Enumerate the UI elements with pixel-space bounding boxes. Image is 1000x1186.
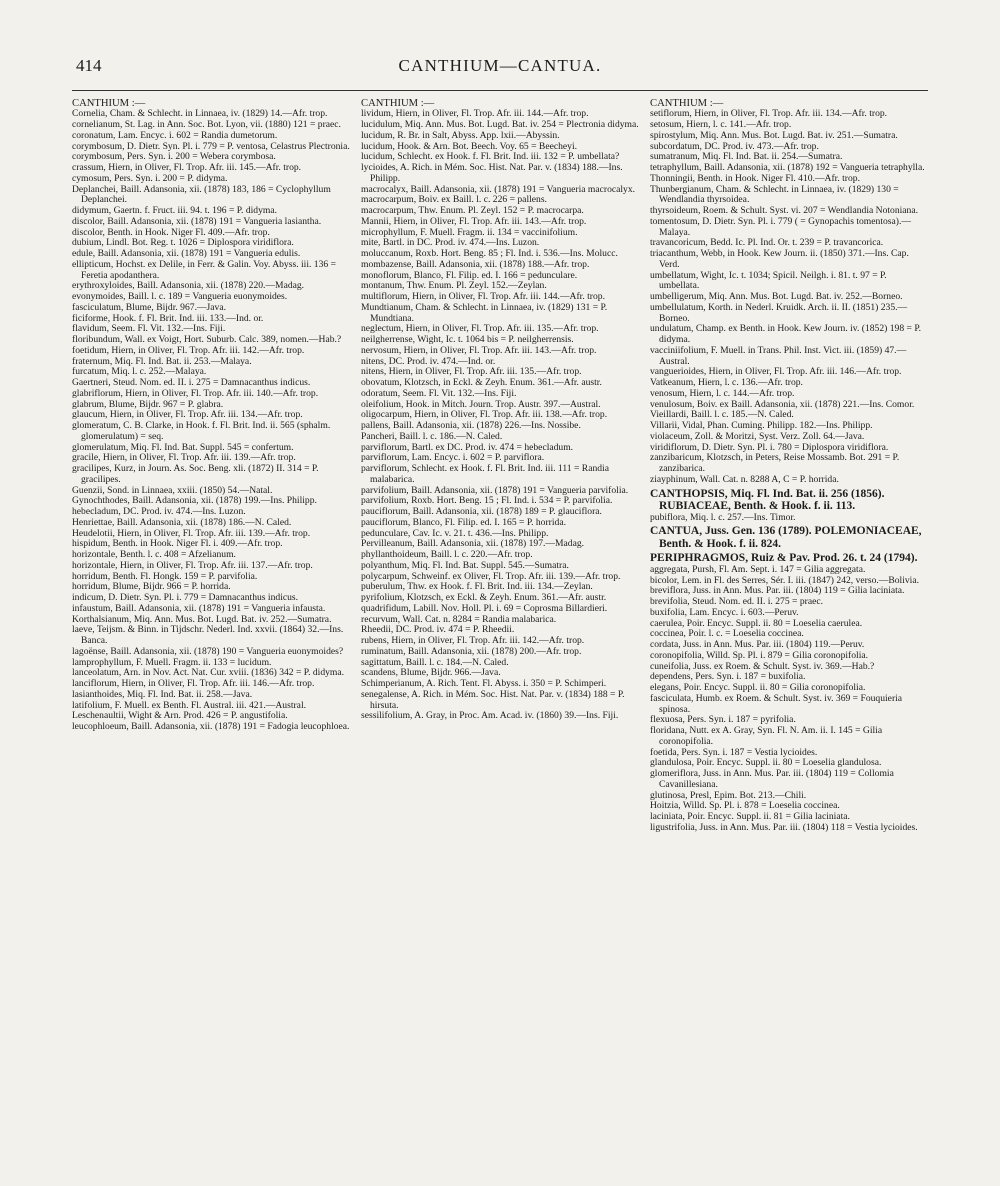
index-entry: ligustrifolia, Juss. in Ann. Mus. Par. iii. (1804) 118 = Vestia lycioides. xyxy=(650,821,918,833)
index-entry: bicolor, Lem. in Fl. des Serres, Sér. I. iii. (1847) 242, verso.—Bolivia. xyxy=(650,574,920,586)
index-entry: Pervilleanum, Baill. Adansonia, xii. (1878) 197.—Madag. xyxy=(361,538,585,550)
index-entry: pubiflora, Miq. l. c. 257.—Ins. Timor. xyxy=(650,511,796,523)
index-entry: sagittatum, Baill. l. c. 184.—N. Caled. xyxy=(361,656,509,668)
page-number: 414 xyxy=(76,56,102,75)
index-entry: Rheedii, DC. Prod. iv. 474 = P. Rheedii. xyxy=(361,624,515,636)
index-entry: scandens, Blume, Bijdr. 966.—Java. xyxy=(361,667,501,679)
index-entry: PERIPHRAGMOS, Ruiz & Pav. Prod. 26. t. 24 (1794). xyxy=(650,552,918,565)
index-entry: Guenzii, Sond. in Linnaea, xxiii. (1850) 54.—Natal. xyxy=(72,484,273,496)
index-entry: Schimperianum, A. Rich. Tent. Fl. Abyss. i. 350 = P. Schimperi. xyxy=(361,678,607,690)
index-entry: tetraphyllum, Baill. Adansonia, xii. (1878) 192 = Vangueria tetraphylla. xyxy=(650,162,925,174)
index-entry: buxifolia, Lam. Encyc. i. 603.—Peruv. xyxy=(650,606,799,618)
index-entry: discolor, Baill. Adansonia, xii. (1878) 191 = Vangueria lasiantha. xyxy=(72,215,322,227)
index-entry: edule, Baill. Adansonia, xii. (1878) 191 = Vangueria edulis. xyxy=(72,248,301,260)
page-header xyxy=(0,56,1000,84)
columns xyxy=(72,95,928,1155)
index-entry: monoflorum, Blanco, Fl. Filip. ed. I. 166 = pedunculare. xyxy=(361,269,578,281)
index-entry: cymosum, Pers. Syn. i. 200 = P. didyma. xyxy=(72,172,228,184)
index-entry: violaceum, Zoll. & Moritzi, Syst. Verz. Zoll. 64.—Java. xyxy=(650,430,865,442)
index-entry: umbellatum, Wight, Ic. t. 1034; Spicil. Neilgh. i. 81. t. 97 = P. umbellata. xyxy=(650,269,887,292)
index-entry: multiflorum, Hiern, in Oliver, Fl. Trop. Afr. iii. 144.—Afr. trop. xyxy=(361,291,605,303)
index-entry: corymbosum, Pers. Syn. i. 200 = Webera corymbosa. xyxy=(72,151,276,163)
index-entry: floridana, Nutt. ex A. Gray, Syn. Fl. N. Am. ii. I. 145 = Gilia coronopifolia. xyxy=(650,725,883,747)
index-entry: macrocarpum, Boiv. ex Baill. l. c. 226 = pallens. xyxy=(361,194,547,206)
index-entry: Gaertneri, Steud. Nom. ed. II. i. 275 = Damnacanthus indicus. xyxy=(72,377,311,389)
index-entry: brevifolia, Steud. Nom. ed. II. i. 275 = praec. xyxy=(650,596,823,608)
index-entry: horizontale, Benth. l. c. 408 = Afzelianum. xyxy=(72,549,236,561)
index-entry: infaustum, Baill. Adansonia, xii. (1878) 191 = Vangueria infausta. xyxy=(72,602,326,614)
index-entry: polyanthum, Miq. Fl. Ind. Bat. Suppl. 545.—Sumatra. xyxy=(361,559,569,571)
index-entry: fasciculata, Humb. ex Roem. & Schult. Syst. iv. 369 = Fouquieria spinosa. xyxy=(650,692,903,715)
column-heading: CANTHIUM :— xyxy=(650,98,724,109)
column-1 xyxy=(72,95,350,1155)
index-entry: lanciflorum, Hiern, in Oliver, Fl. Trop. Afr. iii. 146.—Afr. trop. xyxy=(72,678,315,690)
index-entry: gracilipes, Kurz, in Journ. As. Soc. Beng. xli. (1872) II. 314 = P. gracilipes. xyxy=(72,463,319,485)
index-entry: Leschenaultii, Wight & Arn. Prod. 426 = P. angustifolia. xyxy=(72,710,288,722)
index-entry: coronopifolia, Willd. Sp. Pl. i. 879 = Gilia coronopifolia. xyxy=(650,649,869,661)
index-entry: CANTHOPSIS, Miq. Fl. Ind. Bat. ii. 256 (1856). RUBIACEAE, Benth. & Hook. f. ii. 113. xyxy=(650,487,885,513)
index-entry: obovatum, Klotzsch, in Eckl. & Zeyh. Enum. 361.—Afr. austr. xyxy=(361,377,602,389)
index-entry: lividum, Hiern, in Oliver, Fl. Trop. Afr. iii. 144.—Afr. trop. xyxy=(361,108,589,120)
index-entry: lucidum, Schlecht. ex Hook. f. Fl. Brit. Ind. iii. 132 = P. umbellata? xyxy=(361,151,620,163)
page-title: CANTHIUM—CANTUA. xyxy=(398,56,602,75)
index-entry: umbelligerum, Miq. Ann. Mus. Bot. Lugd. Bat. iv. 252.—Borneo. xyxy=(650,291,903,303)
index-entry: phyllanthoideum, Baill. l. c. 220.—Afr. trop. xyxy=(361,549,533,561)
index-entry: sumatranum, Miq. Fl. Ind. Bat. ii. 254.—Sumatra. xyxy=(650,151,843,163)
index-entry: tomentosum, D. Dietr. Syn. Pl. i. 779 ( = Gynopachis tomentosa).—Malaya. xyxy=(650,215,911,238)
index-entry: vacciniifolium, F. Muell. in Trans. Phil. Inst. Vict. iii. (1859) 47.—Austral. xyxy=(650,344,907,367)
index-entry: glomeriflora, Juss. in Ann. Mus. Par. iii. (1804) 119 = Collomia Cavanillesiana. xyxy=(650,768,894,790)
index-entry: breviflora, Juss. in Ann. Mus. Par. iii. (1804) 119 = Gilia laciniata. xyxy=(650,585,905,597)
index-entry: glutinosa, Presl, Epim. Bot. 213.—Chili. xyxy=(650,789,807,801)
index-entry: neilgherrense, Wight, Ic. t. 1064 bis = P. neilgherrensis. xyxy=(361,334,574,346)
index-entry: cornelianum, St. Lag. in Ann. Soc. Bot. Lyon, vii. (1880) 121 = praec. xyxy=(72,119,341,131)
index-entry: caerulea, Poir. Encyc. Suppl. ii. 80 = Loeselia caerulea. xyxy=(650,617,863,629)
index-entry: hebecladum, DC. Prod. iv. 474.—Ins. Luzon. xyxy=(72,506,246,518)
index-entry: glomeratum, C. B. Clarke, in Hook. f. Fl. Brit. Ind. ii. 565 (sphalm. glomerulatum) = seq. xyxy=(72,420,331,442)
index-entry: senegalense, A. Rich. in Mém. Soc. Hist. Nat. Par. v. (1834) 188 = P. hirsuta. xyxy=(361,688,625,711)
index-entry: Korthalsianum, Miq. Ann. Mus. Bot. Lugd. Bat. iv. 252.—Sumatra. xyxy=(72,613,332,625)
index-entry: glabriflorum, Hiern, in Oliver, Fl. Trop. Afr. iii. 140.—Afr. trop. xyxy=(72,387,319,399)
index-entry: glaucum, Hiern, in Oliver, Fl. Trop. Afr. iii. 134.—Afr. trop. xyxy=(72,409,303,421)
index-entry: puberulum, Thw. ex Hook. f. Fl. Brit. Ind. iii. 134.—Zeylan. xyxy=(361,581,593,593)
index-entry: flavidum, Seem. Fl. Vit. 132.—Ins. Fiji. xyxy=(72,323,226,335)
index-entry: Thunbergianum, Cham. & Schlecht. in Linnaea, iv. (1829) 130 = Wendlandia thyrsoidea. xyxy=(650,183,899,206)
index-entry: triacanthum, Webb, in Hook. Kew Journ. ii. (1850) 371.—Ins. Cap. Verd. xyxy=(650,248,909,270)
index-entry: floribundum, Wall. ex Voigt, Hort. Suburb. Calc. 389, nomen.—Hab.? xyxy=(72,334,342,346)
index-entry: travancoricum, Bedd. Ic. Pl. Ind. Or. t. 239 = P. travancorica. xyxy=(650,237,884,249)
index-entry: corymbosum, D. Dietr. Syn. Pl. i. 779 = P. ventosa, Celastrus Plectronia. xyxy=(72,140,350,152)
index-entry: pedunculare, Cav. Ic. v. 21. t. 436.—Ins. Philipp. xyxy=(361,527,549,539)
index-entry: ellipticum, Hochst. ex Delile, in Ferr. & Galin. Voy. Abyss. iii. 136 = Feretia apodanthera. xyxy=(72,258,336,281)
index-entry: pyrifolium, Klotzsch, ex Eckl. & Zeyh. Enum. 361.—Afr. austr. xyxy=(361,592,607,604)
index-entry: laeve, Teijsm. & Binn. in Tijdschr. Nederl. Ind. xxvii. (1864) 32.—Ins. Banca. xyxy=(72,624,344,647)
index-entry: parviflorum, Lam. Encyc. i. 602 = P. parviflora. xyxy=(361,452,545,464)
index-entry: lucidum, Hook. & Arn. Bot. Beech. Voy. 65 = Beecheyi. xyxy=(361,140,578,152)
index-entry: evonymoides, Baill. l. c. 189 = Vangueria euonymoides. xyxy=(72,291,288,303)
index-entry: parvifolium, Baill. Adansonia, xii. (1878) 191 = Vangueria parvifolia. xyxy=(361,484,629,496)
index-entry: latifolium, F. Muell. ex Benth. Fl. Austral. iii. 421.—Austral. xyxy=(72,699,307,711)
index-entry: parviflorum, Schlecht. ex Hook. f. Fl. Brit. Ind. iii. 111 = Randia malabarica. xyxy=(361,463,609,485)
index-entry: flexuosa, Pers. Syn. i. 187 = pyrifolia. xyxy=(650,714,796,726)
index-entry: elegans, Poir. Encyc. Suppl. ii. 80 = Gilia coronopifolia. xyxy=(650,682,866,694)
index-entry: parviflorum, Bartl. ex DC. Prod. iv. 474 = hebecladum. xyxy=(361,441,574,453)
index-entry: Cornelia, Cham. & Schlecht. in Linnaea, iv. (1829) 14.—Afr. trop. xyxy=(72,108,328,120)
index-entry: macrocarpum, Thw. Enum. Pl. Zeyl. 152 = P. macrocarpa. xyxy=(361,205,584,217)
index-entry: gracile, Hiern, in Oliver, Fl. Trop. Afr. iii. 139.—Afr. trop. xyxy=(72,452,296,464)
index-entry: lucidulum, Miq. Ann. Mus. Bot. Lugd. Bat. iv. 254 = Plectronia didyma. xyxy=(361,119,639,131)
index-entry: mite, Bartl. in DC. Prod. iv. 474.—Ins. Luzon. xyxy=(361,237,540,249)
index-entry: hispidum, Benth. in Hook. Niger Fl. i. 409.—Afr. trop. xyxy=(72,538,283,550)
index-entry: crassum, Hiern, in Oliver, Fl. Trop. Afr. iii. 145.—Afr. trop. xyxy=(72,162,302,174)
index-entry: horridum, Benth. Fl. Hongk. 159 = P. parvifolia. xyxy=(72,570,258,582)
index-entry: lucidum, R. Br. in Salt, Abyss. App. lxii.—Abyssin. xyxy=(361,129,560,141)
index-entry: setosum, Hiern, l. c. 141.—Afr. trop. xyxy=(650,119,792,131)
index-entry: pallens, Baill. Adansonia, xii. (1878) 226.—Ins. Nossibe. xyxy=(361,420,581,432)
index-entry: Hoitzia, Willd. Sp. Pl. i. 878 = Loeselia coccinea. xyxy=(650,800,840,812)
index-entry: glandulosa, Poir. Encyc. Suppl. ii. 80 = Loeselia glandulosa. xyxy=(650,757,882,769)
column-3 xyxy=(650,95,928,1155)
index-entry: ruminatum, Baill. Adansonia, xii. (1878) 200.—Afr. trop. xyxy=(361,645,582,657)
index-entry: polycarpum, Schweinf. ex Oliver, Fl. Trop. Afr. iii. 139.—Afr. trop. xyxy=(361,570,621,582)
index-entry: Mundtianum, Cham. & Schlecht. in Linnaea, iv. (1829) 131 = P. Mundtiana. xyxy=(361,301,608,324)
index-entry: coronatum, Lam. Encyc. i. 602 = Randia dumetorum. xyxy=(72,129,278,141)
index-entry: lanceolatum, Arn. in Nov. Act. Nat. Cur. xviii. (1836) 342 = P. didyma. xyxy=(72,667,345,679)
index-entry: Villarii, Vidal, Phan. Cuming. Philipp. 182.—Ins. Philipp. xyxy=(650,420,873,432)
index-entry: foetidum, Hiern, in Oliver, Fl. Trop. Afr. iii. 142.—Afr. trop. xyxy=(72,344,305,356)
index-entry: discolor, Benth. in Hook. Niger Fl. 409.—Afr. trop. xyxy=(72,226,270,238)
column-heading: CANTHIUM :— xyxy=(72,98,146,109)
index-entry: cuneifolia, Juss. ex Roem. & Schult. Syst. iv. 369.—Hab.? xyxy=(650,660,875,672)
index-entry: lagoënse, Baill. Adansonia, xii. (1878) 190 = Vangueria euonymoides? xyxy=(72,645,344,657)
index-entry: undulatum, Champ. ex Benth. in Hook. Kew Journ. iv. (1852) 198 = P. didyma. xyxy=(650,323,921,346)
index-entry: nervosum, Hiern, in Oliver, Fl. Trop. Afr. iii. 143.—Afr. trop. xyxy=(361,344,597,356)
index-entry: Heudelotii, Hiern, in Oliver, Fl. Trop. Afr. iii. 139.—Afr. trop. xyxy=(72,527,311,539)
index-entry: dependens, Pers. Syn. i. 187 = buxifolia. xyxy=(650,671,806,683)
index-entry: horridum, Blume, Bijdr. 966 = P. horrida. xyxy=(72,581,231,593)
index-entry: lycioides, A. Rich. in Mém. Soc. Hist. Nat. Par. v. (1834) 188.—Ins. Philipp. xyxy=(361,162,623,184)
index-entry: pauciflorum, Baill. Adansonia, xii. (1878) 189 = P. glauciflora. xyxy=(361,506,602,518)
index-entry: venulosum, Boiv. ex Baill. Adansonia, xii. (1878) 221.—Ins. Comor. xyxy=(650,398,915,410)
index-entry: rubens, Hiern, in Oliver, Fl. Trop. Afr. iii. 142.—Afr. trop. xyxy=(361,635,585,647)
index-entry: lasianthoides, Miq. Fl. Ind. Bat. ii. 258.—Java. xyxy=(72,688,253,700)
index-entry: cordata, Juss. in Ann. Mus. Par. iii. (1804) 119.—Peruv. xyxy=(650,639,865,651)
index-entry: viridiflorum, D. Dietr. Syn. Pl. i. 780 = Diplospora viridiflora. xyxy=(650,441,889,453)
index-entry: Vieillardi, Baill. l. c. 185.—N. Caled. xyxy=(650,409,794,421)
index-entry: Henriettae, Baill. Adansonia, xii. (1878) 186.—N. Caled. xyxy=(72,516,292,528)
index-entry: Pancheri, Baill. l. c. 186.—N. Caled. xyxy=(361,430,503,442)
index-entry: nitens, Hiern, in Oliver, Fl. Trop. Afr. iii. 135.—Afr. trop. xyxy=(361,366,582,378)
index-entry: fasciculatum, Blume, Bijdr. 967.—Java. xyxy=(72,301,227,313)
index-entry: laciniata, Poir. Encyc. Suppl. ii. 81 = Gilia laciniata. xyxy=(650,811,850,823)
index-entry: indicum, D. Dietr. Syn. Pl. i. 779 = Damnacanthus indicus. xyxy=(72,592,299,604)
index-entry: coccinea, Poir. l. c. = Loeselia coccinea. xyxy=(650,628,804,640)
index-entry: Gynochthodes, Baill. Adansonia, xii. (1878) 199.—Ins. Philipp. xyxy=(72,495,317,507)
index-entry: venosum, Hiern, l. c. 144.—Afr. trop. xyxy=(650,387,795,399)
index-entry: moluccanum, Roxb. Hort. Beng. 85 ; Fl. Ind. i. 536.—Ins. Molucc. xyxy=(361,248,618,260)
index-entry: neglectum, Hiern, in Oliver, Fl. Trop. Afr. iii. 135.—Afr. trop. xyxy=(361,323,599,335)
index-entry: Deplanchei, Baill. Adansonia, xii. (1878) 183, 186 = Cyclophyllum Deplanchei. xyxy=(72,183,331,206)
index-entry: fraternum, Miq. Fl. Ind. Bat. ii. 253.—Malaya. xyxy=(72,355,252,367)
index-entry: Mannii, Hiern, in Oliver, Fl. Trop. Afr. iii. 143.—Afr. trop. xyxy=(361,215,587,227)
index-entry: oleifolium, Hook. in Mitch. Journ. Trop. Austr. 397.—Austral. xyxy=(361,398,601,410)
index-entry: Vatkeanum, Hiern, l. c. 136.—Afr. trop. xyxy=(650,377,803,389)
index-entry: recurvum, Wall. Cat. n. 8284 = Randia malabarica. xyxy=(361,613,557,625)
index-entry: subcordatum, DC. Prod. iv. 473.—Afr. trop. xyxy=(650,140,819,152)
index-entry: lamprophyllum, F. Muell. Fragm. ii. 133 = lucidum. xyxy=(72,656,272,668)
index-entry: glomerulatum, Miq. Fl. Ind. Bat. Suppl. 545 = confertum. xyxy=(72,441,294,453)
index-entry: microphyllum, F. Muell. Fragm. ii. 134 = vaccinifolium. xyxy=(361,226,578,238)
index-entry: parvifolium, Roxb. Hort. Beng. 15 ; Fl. Ind. i. 534 = P. parvifolia. xyxy=(361,495,613,507)
index-entry: foetida, Pers. Syn. i. 187 = Vestia lycioides. xyxy=(650,746,818,758)
header-rule xyxy=(72,90,928,91)
index-entry: zanzibaricum, Klotzsch, in Peters, Reise Mossamb. Bot. 291 = P. zanzibarica. xyxy=(650,452,900,475)
index-entry: Thonningii, Benth. in Hook. Niger Fl. 410.—Afr. trop. xyxy=(650,172,860,184)
index-entry: aggregata, Pursh, Fl. Am. Sept. i. 147 = Gilia aggregata. xyxy=(650,563,866,575)
index-entry: oligocarpum, Hiern, in Oliver, Fl. Trop. Afr. iii. 138.—Afr. trop. xyxy=(361,409,608,421)
index-entry: ziayphinum, Wall. Cat. n. 8288 A, C = P. horrida. xyxy=(650,473,839,485)
column-2 xyxy=(361,95,639,1155)
index-entry: glabrum, Blume, Bijdr. 967 = P. glabra. xyxy=(72,398,224,410)
index-entry: thyrsoideum, Roem. & Schult. Syst. vi. 207 = Wendlandia Notoniana. xyxy=(650,205,919,217)
index-entry: quadrifidum, Labill. Nov. Holl. Pl. i. 69 = Coprosma Billardieri. xyxy=(361,602,608,614)
index-entry: pauciflorum, Blanco, Fl. Filip. ed. I. 165 = P. horrida. xyxy=(361,516,566,528)
index-entry: macrocalyx, Baill. Adansonia, xii. (1878) 191 = Vangueria macrocalyx. xyxy=(361,183,636,195)
index-entry: spirostylum, Miq. Ann. Mus. Bot. Lugd. Bat. iv. 251.—Sumatra. xyxy=(650,129,898,141)
index-entry: horizontale, Hiern, in Oliver, Fl. Trop. Afr. iii. 137.—Afr. trop. xyxy=(72,559,313,571)
index-entry: vanguerioides, Hiern, in Oliver, Fl. Trop. Afr. iii. 146.—Afr. trop. xyxy=(650,366,902,378)
index-entry: sessilifolium, A. Gray, in Proc. Am. Acad. iv. (1860) 39.—Ins. Fiji. xyxy=(361,710,619,722)
index-entry: didymum, Gaertn. f. Fruct. iii. 94. t. 196 = P. didyma. xyxy=(72,205,278,217)
index-entry: CANTUA, Juss. Gen. 136 (1789). POLEMONIACEAE, Benth. & Hook. f. ii. 824. xyxy=(650,525,922,550)
index-entry: montanum, Thw. Enum. Pl. Zeyl. 152.—Zeylan. xyxy=(361,280,547,292)
index-entry: furcatum, Miq. l. c. 252.—Malaya. xyxy=(72,366,207,378)
index-entry: ficiforme, Hook. f. Fl. Brit. Ind. iii. 133.—Ind. or. xyxy=(72,312,264,324)
index-entry: erythroxyloides, Baill. Adansonia, xii. (1878) 220.—Madag. xyxy=(72,280,305,292)
index-entry: dubium, Lindl. Bot. Reg. t. 1026 = Diplospora viridiflora. xyxy=(72,237,294,249)
index-entry: nitens, DC. Prod. iv. 474.—Ind. or. xyxy=(361,355,496,367)
column-heading: CANTHIUM :— xyxy=(361,98,435,109)
index-entry: setiflorum, Hiern, in Oliver, Fl. Trop. Afr. iii. 134.—Afr. trop. xyxy=(650,108,888,120)
index-entry: leucophloeum, Baill. Adansonia, xii. (1878) 191 = Fadogia leucophloea. xyxy=(72,721,350,733)
index-entry: umbellulatum, Korth. in Nederl. Kruidk. Arch. ii. II. (1851) 235.—Borneo. xyxy=(650,301,908,324)
index-entry: mombazense, Baill. Adansonia, xii. (1878) 188.—Afr. trop. xyxy=(361,258,590,270)
index-entry: odoratum, Seem. Fl. Vit. 132.—Ins. Fiji. xyxy=(361,387,517,399)
